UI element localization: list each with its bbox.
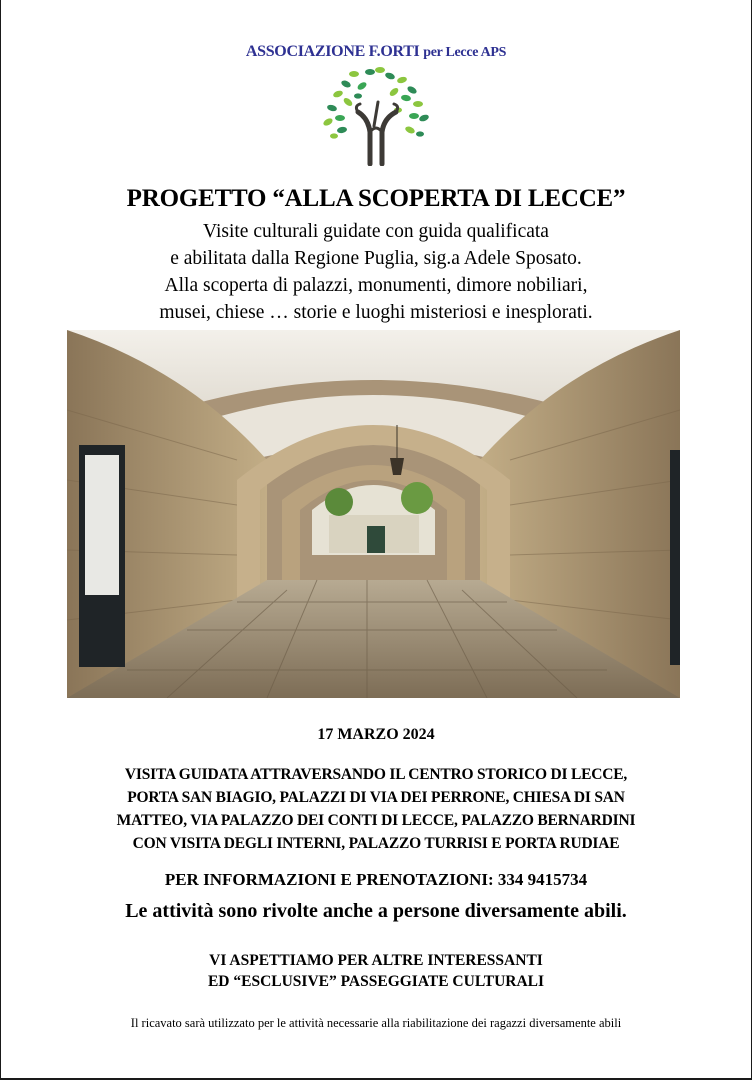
itinerary	[0, 763, 752, 855]
closing-line: ED “ESCLUSIVE” PASSEGGIATE CULTURALI	[207, 973, 545, 990]
association-name-main: ASSOCIAZIONE F.ORTI	[245, 43, 420, 60]
phone-number: 334 9415734	[497, 870, 588, 889]
itinerary-line: MATTEO, VIA PALAZZO DEI CONTI DI LECCE, PALAZZO BERNARDINI	[116, 812, 636, 829]
project-intro	[0, 218, 752, 326]
booking-info	[0, 870, 752, 890]
intro-line: musei, chiese … storie e luoghi misteriosi e inesplorati.	[159, 302, 593, 323]
itinerary-line: CON VISITA DEGLI INTERNI, PALAZZO TURRISI E PORTA RUDIAE	[132, 835, 620, 852]
portico-photo	[67, 330, 680, 698]
closing-line: VI ASPETTIAMO PER ALTRE INTERESSANTI	[209, 952, 543, 969]
intro-line: e abilitata dalla Regione Puglia, sig.a Adele Sposato.	[170, 248, 582, 269]
booking-info-label: PER INFORMAZIONI E PRENOTAZIONI:	[164, 870, 494, 889]
intro-line: Alla scoperta di palazzi, monumenti, dimore nobiliari,	[164, 275, 588, 296]
project-title: PROGETTO “ALLA SCOPERTA DI LECCE”	[126, 185, 626, 212]
footer-note: Il ricavato sarà utilizzato per le attività necessarie alla riabilitazione dei ragazzi diversamente abili	[130, 1016, 622, 1030]
accessibility-note: Le attività sono rivolte anche a persone diversamente abili.	[125, 900, 627, 922]
itinerary-line: VISITA GUIDATA ATTRAVERSANDO IL CENTRO STORICO DI LECCE,	[124, 766, 628, 783]
itinerary-line: PORTA SAN BIAGIO, PALAZZI DI VIA DEI PERRONE, CHIESA DI SAN	[127, 789, 625, 806]
event-date: 17 MARZO 2024	[317, 726, 435, 743]
association-name-suffix: per Lecce APS	[423, 45, 507, 60]
association-logo-tree-icon	[318, 66, 434, 166]
tree-trunk-hands	[356, 102, 397, 164]
closing-message	[0, 950, 752, 992]
association-name	[0, 43, 752, 61]
intro-line: Visite culturali guidate con guida qualificata	[203, 221, 549, 242]
